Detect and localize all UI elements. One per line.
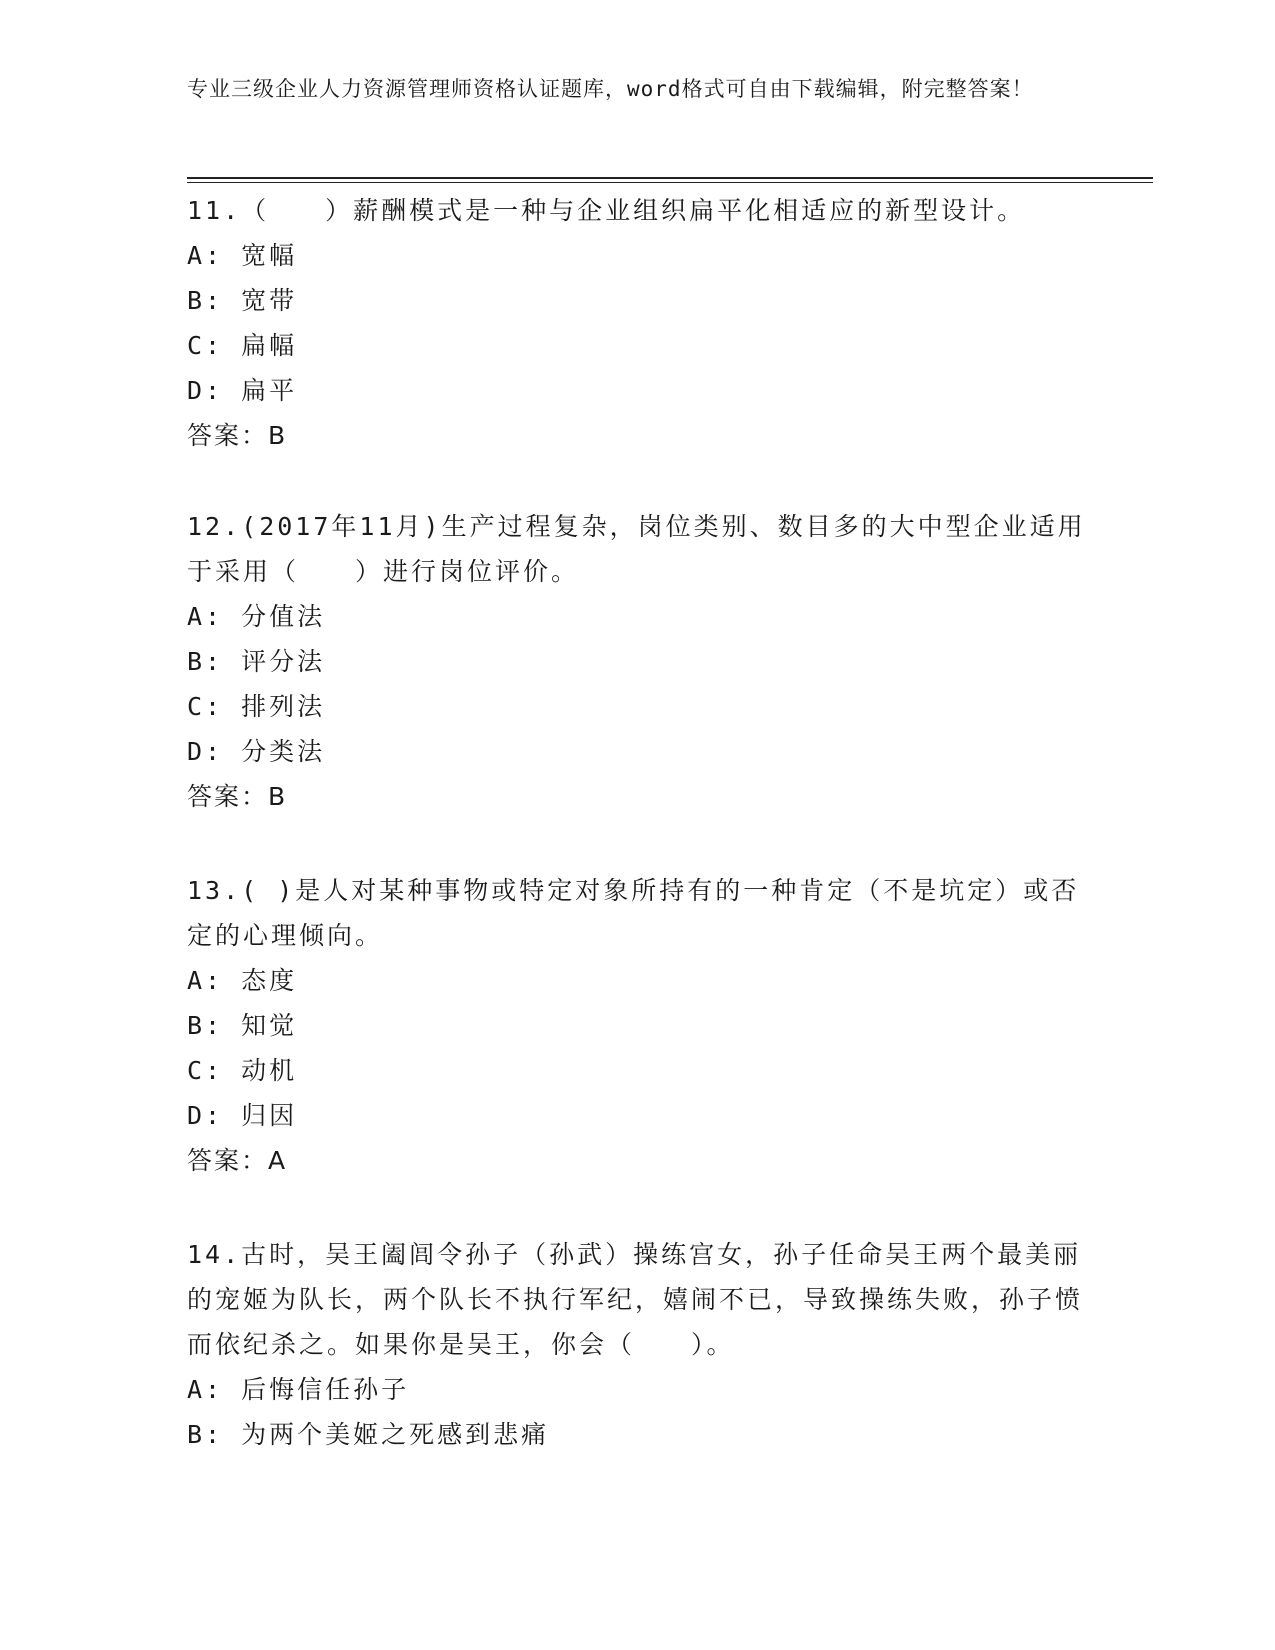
option-c: C: 扁幅 (187, 331, 298, 360)
answer-line: 答案：A (187, 1146, 288, 1175)
option-a: A: 宽幅 (187, 241, 298, 270)
document-header: 专业三级企业人力资源管理师资格认证题库，word格式可自由下载编辑，附完整答案！ (187, 77, 1034, 101)
answer-line: 答案：B (187, 421, 288, 450)
question-13 (187, 868, 1087, 1183)
option-d: D: 归因 (187, 1101, 298, 1130)
option-b: B: 评分法 (187, 647, 326, 676)
question-11 (187, 188, 1087, 458)
question-stem: 14.古时，吴王阖闾令孙子（孙武）操练宫女，孙子任命吴王两个最美丽的宠姬为队长，两个队长不执行军纪，嬉闹不已，导致操练失败，孙子愤而依纪杀之。如果你是吴王，你会（ ）。 (187, 1240, 1084, 1359)
answer-line: 答案：B (187, 782, 288, 811)
option-c: C: 动机 (187, 1056, 298, 1085)
option-a: A: 分值法 (187, 602, 326, 631)
header-divider-thick (187, 177, 1153, 179)
option-b: B: 知觉 (187, 1011, 298, 1040)
option-b: B: 为两个美姬之死感到悲痛 (187, 1420, 550, 1449)
question-12 (187, 504, 1087, 819)
option-a: A: 后悔信任孙子 (187, 1375, 410, 1404)
option-d: D: 扁平 (187, 376, 298, 405)
option-b: B: 宽带 (187, 286, 298, 315)
option-a: A: 态度 (187, 966, 298, 995)
question-stem: 12.(2017年11月)生产过程复杂，岗位类别、数目多的大中型企业适用于采用（ ）进行岗位评价。 (187, 512, 1086, 586)
question-stem: 11.（ ）薪酬模式是一种与企业组织扁平化相适应的新型设计。 (187, 196, 1026, 225)
question-14 (187, 1232, 1087, 1457)
option-d: D: 分类法 (187, 737, 326, 766)
option-c: C: 排列法 (187, 692, 326, 721)
header-divider-thin (187, 182, 1153, 183)
question-stem: 13.( )是人对某种事物或特定对象所持有的一种肯定（不是坑定）或否定的心理倾向。 (187, 876, 1080, 950)
